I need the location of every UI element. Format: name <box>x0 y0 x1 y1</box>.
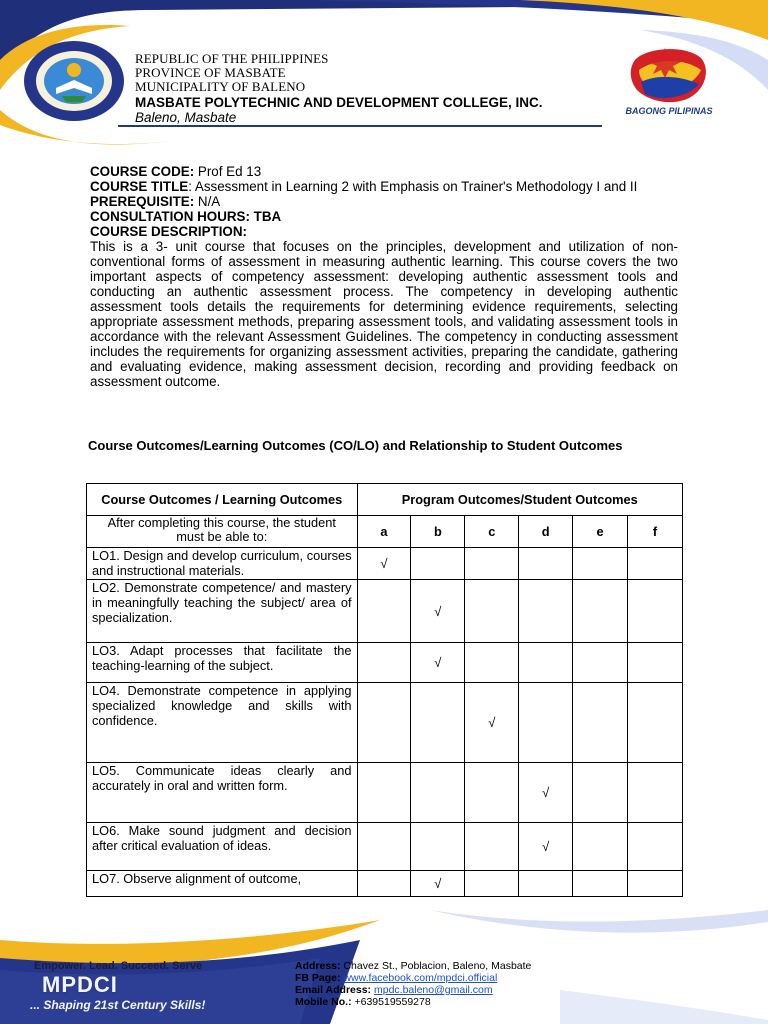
footer-motto: Empower. Lead. Succeed. Serve <box>34 960 203 972</box>
description-label: COURSE DESCRIPTION: <box>90 224 247 239</box>
lo-row <box>87 643 683 683</box>
outcome-cell-f <box>628 580 683 643</box>
outcome-letter-d: d <box>519 516 573 548</box>
outcome-cell-e <box>573 580 628 643</box>
outcome-cell-b <box>411 823 465 871</box>
prerequisite-value: N/A <box>194 194 221 209</box>
college-name: MASBATE POLYTECHNIC AND DEVELOPMENT COLLEGE, INC. <box>135 95 543 110</box>
outcome-cell-a <box>357 823 411 871</box>
outcome-cell-f <box>628 548 683 580</box>
mobile-line <box>295 996 531 1008</box>
bagong-pilipinas-label: BAGONG PILIPINAS <box>625 106 713 116</box>
fb-link[interactable]: www.facebook.com/mpdci.official <box>343 972 498 984</box>
header-divider <box>118 125 602 127</box>
outcome-cell-c <box>465 643 519 683</box>
outcome-cell-d <box>519 823 573 871</box>
co-section-title: Course Outcomes/Learning Outcomes (CO/LO) and Relationship to Student Outcomes <box>88 438 623 453</box>
outcome-cell-b <box>411 871 465 897</box>
check-mark: √ <box>542 839 550 854</box>
municipality-line: MUNICIPALITY OF BALENO <box>135 79 306 94</box>
course-code-line <box>90 164 678 179</box>
outcome-letter-e: e <box>573 516 628 548</box>
check-mark: √ <box>434 876 442 891</box>
outcome-cell-d <box>519 683 573 763</box>
course-title-line <box>90 179 678 194</box>
table-subheader-row <box>87 516 683 548</box>
course-code-label: COURSE CODE: <box>90 164 195 179</box>
check-mark: √ <box>434 655 442 670</box>
province-line: PROVINCE OF MASBATE <box>135 65 286 80</box>
outcome-cell-c <box>465 871 519 897</box>
outcome-cell-a <box>357 643 411 683</box>
consultation-label: CONSULTATION HOURS: TBA <box>90 209 282 224</box>
outcome-cell-b <box>411 763 465 823</box>
lo-row <box>87 580 683 643</box>
college-location: Baleno, Masbate <box>135 110 237 125</box>
outcome-cell-a <box>357 871 411 897</box>
outcome-cell-e <box>573 683 628 763</box>
outcome-cell-c <box>465 763 519 823</box>
outcome-cell-b <box>411 683 465 763</box>
check-mark: √ <box>434 603 442 619</box>
email-line <box>295 984 531 996</box>
outcome-cell-c <box>465 548 519 580</box>
outcome-cell-a <box>357 683 411 763</box>
outcome-cell-b <box>411 548 465 580</box>
outcome-cell-f <box>628 643 683 683</box>
outcome-cell-c <box>465 823 519 871</box>
header-program-outcomes: Program Outcomes/Student Outcomes <box>357 484 682 516</box>
outcome-letter-a: a <box>357 516 411 548</box>
address-line <box>295 960 531 972</box>
outcomes-table-body <box>87 548 683 897</box>
outcome-cell-f <box>628 763 683 823</box>
outcome-cell-d <box>519 871 573 897</box>
lo-text: LO2. Demonstrate competence/ and mastery in meaningfully teaching the subject/ area of specialization. <box>87 580 358 643</box>
outcome-cell-f <box>628 823 683 871</box>
footer-contact <box>295 960 531 1008</box>
email-label: Email Address: <box>295 984 372 996</box>
outcome-cell-d <box>519 580 573 643</box>
fb-label: FB Page: <box>295 972 341 984</box>
check-mark: √ <box>380 556 388 571</box>
consultation-line <box>90 209 678 224</box>
lo-text: LO7. Observe alignment of outcome, <box>87 871 358 897</box>
outcome-cell-d <box>519 548 573 580</box>
lo-row <box>87 871 683 897</box>
email-link[interactable]: mpdc.baleno@gmail.com <box>373 984 493 996</box>
outcomes-table <box>86 483 683 897</box>
address-label: Address: <box>295 960 341 972</box>
outcome-cell-e <box>573 871 628 897</box>
lo-text: LO6. Make sound judgment and decision after critical evaluation of ideas. <box>87 823 358 871</box>
fb-line <box>295 972 531 984</box>
outcome-cell-b <box>411 580 465 643</box>
outcome-cell-a <box>357 763 411 823</box>
lo-row <box>87 683 683 763</box>
outcome-cell-a <box>357 548 411 580</box>
address-value: Chavez St., Poblacion, Baleno, Masbate <box>340 960 532 972</box>
outcome-cell-f <box>628 871 683 897</box>
republic-line: REPUBLIC OF THE PHILIPPINES <box>135 51 329 66</box>
outcome-cell-c <box>465 580 519 643</box>
outcome-cell-e <box>573 548 628 580</box>
check-mark: √ <box>542 785 550 800</box>
outcome-letter-b: b <box>411 516 465 548</box>
description-heading-line <box>90 224 678 239</box>
lo-text: LO3. Adapt processes that facilitate the teaching-learning of the subject. <box>87 643 358 683</box>
lo-row <box>87 548 683 580</box>
outcome-cell-a <box>357 580 411 643</box>
prerequisite-label: PREREQUISITE: <box>90 194 195 209</box>
lo-text: LO5. Communicate ideas clearly and accurately in oral and written form. <box>87 763 358 823</box>
subheader-text: After completing this course, the student must be able to: <box>87 516 358 548</box>
outcome-cell-c <box>465 683 519 763</box>
mobile-value: +639519559278 <box>351 996 431 1008</box>
outcome-cell-e <box>573 763 628 823</box>
outcome-letter-f: f <box>628 516 683 548</box>
outcome-cell-e <box>573 823 628 871</box>
course-info <box>90 164 678 389</box>
outcome-letter-c: c <box>465 516 519 548</box>
institution-header <box>135 52 543 125</box>
footer-tagline: ... Shaping 21st Century Skills! <box>30 998 206 1012</box>
outcome-cell-b <box>411 643 465 683</box>
lo-text: LO1. Design and develop curriculum, courses and instructional materials. <box>87 548 358 580</box>
outcome-cell-f <box>628 683 683 763</box>
course-title-label: COURSE TITLE <box>90 179 189 194</box>
header-course-outcomes: Course Outcomes / Learning Outcomes <box>87 484 358 516</box>
course-code-value: Prof Ed 13 <box>194 164 262 179</box>
footer-brand: MPDCI <box>42 972 118 997</box>
lo-text: LO4. Demonstrate competence in applying specialized knowledge and skills with confidence. <box>87 683 358 763</box>
check-mark: √ <box>488 715 496 730</box>
outcome-cell-d <box>519 763 573 823</box>
course-title-value: : Assessment in Learning 2 with Emphasis on Trainer's Methodology I and II <box>188 179 638 194</box>
college-seal-logo <box>22 40 126 122</box>
course-description: This is a 3- unit course that focuses on the principles, development and utilization of non-conventional forms of assessment in measuring authentic learning. This course covers the two important aspects of competency assessment: developing authentic assessment tools and conducting an authentic assessment process. The competency in developing authentic assessment tools details the requirements for determining evidence requirements, selecting appropriate assessment methods, preparing assessment tools, and validating assessment tools in accordance with the relevant Assessment Guidelines. The competency in conducting assessment includes the requirements for organizing assessment activities, preparing the candidate, gathering and evaluating evidence, making assessment decision, recording and providing feedback on assessment outcome. <box>90 239 678 389</box>
outcome-cell-d <box>519 643 573 683</box>
mobile-label: Mobile No.: <box>295 996 352 1008</box>
table-header-row <box>87 484 683 516</box>
lo-row <box>87 763 683 823</box>
outcome-cell-e <box>573 643 628 683</box>
lo-row <box>87 823 683 871</box>
prerequisite-line <box>90 194 678 209</box>
